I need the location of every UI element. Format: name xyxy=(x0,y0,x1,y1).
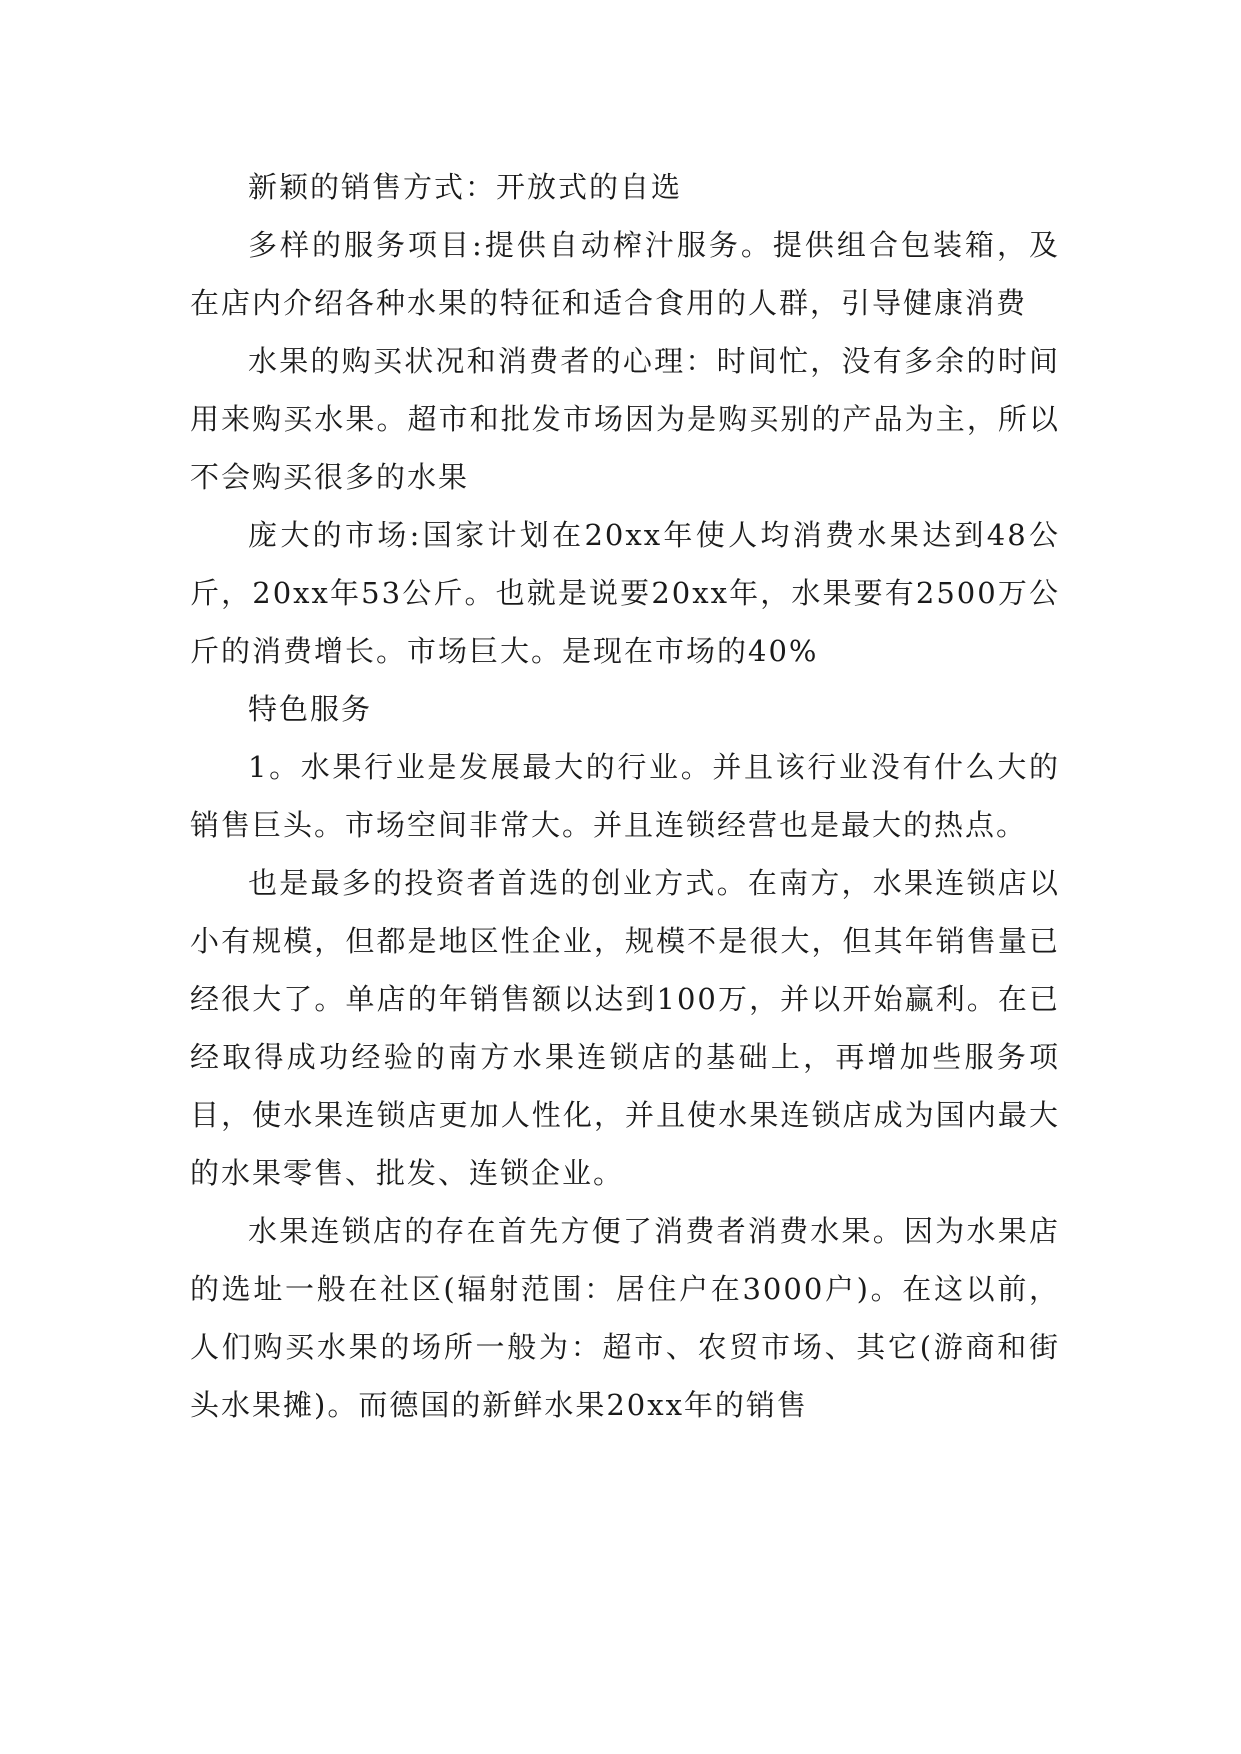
paragraph: 水果连锁店的存在首先方便了消费者消费水果。因为水果店的选址一般在社区(辐射范围：居住户在3000户)。在这以前，人们购买水果的场所一般为：超市、农贸市场、其它(游商和街头水果摊)。而德国的新鲜水果20xx年的销售 xyxy=(190,1214,1060,1422)
document-body xyxy=(190,158,1060,1434)
paragraph: 也是最多的投资者首选的创业方式。在南方，水果连锁店以小有规模，但都是地区性企业，规模不是很大，但其年销售量已经很大了。单店的年销售额以达到100万，并以开始赢利。在已经取得成功经验的南方水果连锁店的基础上，再增加些服务项目，使水果连锁店更加人性化，并且使水果连锁店成为国内最大的水果零售、批发、连锁企业。 xyxy=(190,866,1060,1190)
paragraph: 水果的购买状况和消费者的心理：时间忙，没有多余的时间用来购买水果。超市和批发市场因为是购买别的产品为主，所以不会购买很多的水果 xyxy=(190,344,1060,494)
paragraph: 新颖的销售方式：开放式的自选 xyxy=(248,170,683,204)
paragraph: 多样的服务项目:提供自动榨汁服务。提供组合包装箱，及在店内介绍各种水果的特征和适合食用的人群，引导健康消费 xyxy=(190,228,1060,320)
paragraph: 特色服务 xyxy=(248,692,373,726)
paragraph: 庞大的市场:国家计划在20xx年使人均消费水果达到48公斤，20xx年53公斤。也就是说要20xx年，水果要有2500万公斤的消费增长。市场巨大。是现在市场的40% xyxy=(190,518,1060,668)
paragraph: 1。水果行业是发展最大的行业。并且该行业没有什么大的销售巨头。市场空间非常大。并且连锁经营也是最大的热点。 xyxy=(190,750,1060,842)
